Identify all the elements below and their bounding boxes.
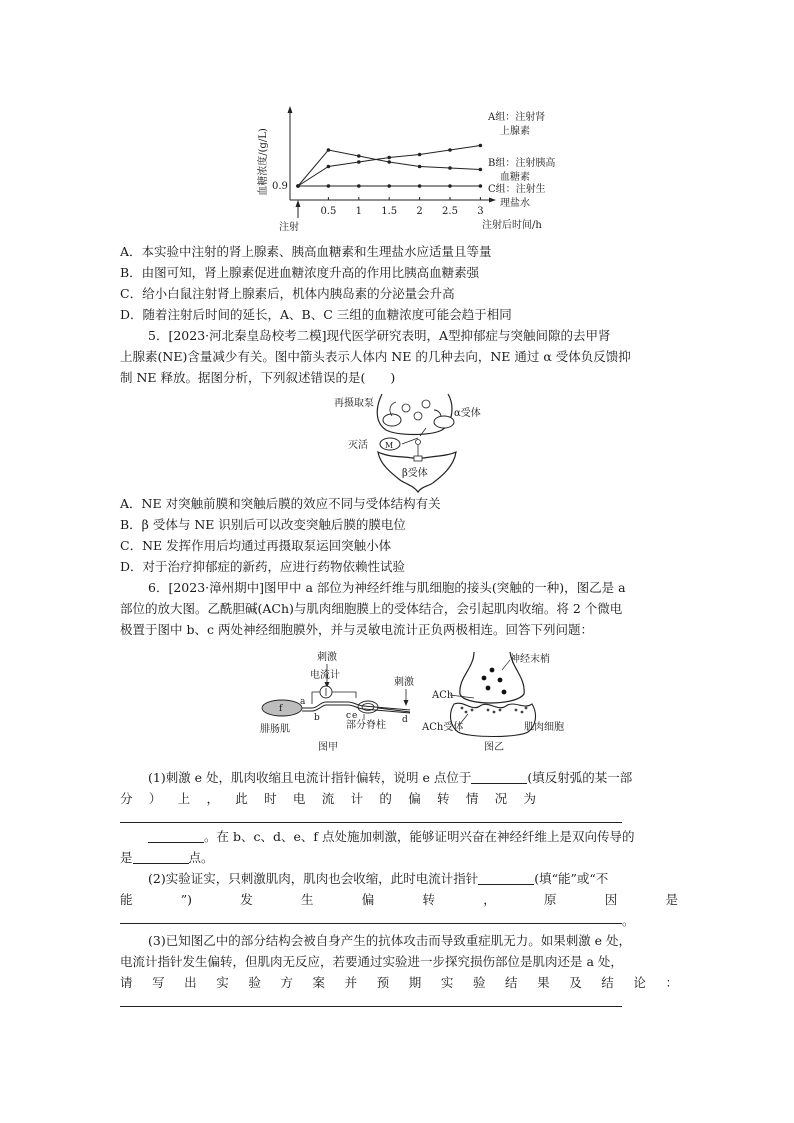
point-d-label: d	[402, 715, 408, 725]
series-b-point	[479, 168, 483, 172]
point-a-label: a	[300, 697, 306, 707]
answer-blank-4[interactable]	[478, 871, 534, 885]
q6-p3-text-c: 请写出实验方案并预期实验结果及结论：	[120, 975, 678, 990]
y-tick-0.9: 0.9	[272, 181, 288, 192]
series-a-point	[418, 153, 422, 157]
q5-option-a: A．NE 对突触前膜和突触后膜的效应不同与受体结构有关	[120, 496, 441, 511]
y-axis-label: 血糖浓度/(g/L)	[258, 128, 269, 196]
x-tick-label: 3	[477, 206, 484, 217]
q6-p1-text-a: (1)刺激 e 处，肌肉收缩且电流计指针偏转，说明 e 点位于	[148, 770, 472, 785]
figure-jia	[252, 648, 427, 752]
enzyme-m-label: M	[385, 441, 394, 450]
series-c-point	[448, 184, 452, 188]
series-b-point	[357, 154, 361, 158]
q6-p2-text-b: (填“能”或“不	[534, 871, 609, 886]
q6-p1-text-b: (填反射弧的某一部	[527, 770, 633, 785]
q4-option-c: C．给小白鼠注射肾上腺素后，机体内胰岛素的分泌量会升高	[120, 286, 455, 301]
answer-blank-2[interactable]	[148, 829, 204, 843]
q4-option-a: A．本实验中注射的肾上腺素、胰高血糖素和生理盐水应适量且等量	[120, 244, 492, 259]
answer-blank-3[interactable]	[133, 850, 189, 864]
series-c-label-1: C组：注射生	[488, 184, 546, 195]
q4-option-d: D．随着注射后时间的延长，A、B、C 三组的血糖浓度可能会趋于相同	[120, 307, 512, 322]
figure-yi-caption: 图乙	[484, 742, 504, 753]
series-b-point	[327, 148, 331, 152]
q6-p1-text-e: 是	[120, 850, 133, 865]
q6-p2-text-c: 能”)发生偏转，原因是	[120, 892, 678, 907]
gastrocnemius-label: 腓肠肌	[260, 724, 290, 735]
x-axis-label: 注射后时间/h	[482, 220, 542, 231]
alpha-receptor-label: α受体	[454, 408, 481, 419]
series-c-point	[387, 184, 391, 188]
muscle-cell-label: 肌肉细胞	[524, 722, 564, 733]
galvanometer-label: 电流计	[310, 670, 340, 681]
stimulus-label-2: 刺激	[394, 677, 414, 688]
x-tick-label: 0.5	[320, 206, 337, 217]
series-a-point	[357, 160, 361, 164]
point-b-label: b	[314, 713, 320, 723]
q6-p2-text-d: 。	[622, 913, 635, 928]
q5-stem-3: 制 NE 释放。据图分析，下列叙述错误的是( )	[120, 370, 396, 385]
q6-p1-text-d: 。在 b、c、d、e、f 点处施加刺激，能够证明兴奋在神经纤维上是双向传导的	[204, 829, 635, 844]
series-b-point	[448, 166, 452, 170]
q5-option-c: C．NE 发挥作用后均通过再摄取泵运回突触小体	[120, 538, 392, 553]
series-b-label-2: 血糖素	[500, 172, 530, 183]
answer-line-1[interactable]	[120, 822, 622, 823]
q6-stem-2: 部位的放大图。乙酰胆碱(ACh)与肌肉细胞膜上的受体结合，会引起肌肉收缩。将 2 个微电	[120, 601, 623, 616]
ach-receptor-label: ACh受体	[422, 722, 464, 733]
synapse-ne-diagram	[330, 392, 500, 494]
series-a-line	[298, 146, 480, 187]
q6-p1-text-c: 分）上，此时电流计的偏转情况为	[120, 791, 536, 806]
q6-p3-text-b: 电流计指针发生偏转，但肌肉无反应，若要通过实验进一步探究损伤部位是肌肉还是 a 处，	[120, 954, 623, 969]
q6-p3-text-a: (3)已知图乙中的部分结构会被自身产生的抗体攻击而导致重症肌无力。如果刺激 e 处，	[148, 933, 632, 948]
series-c-point	[296, 184, 300, 188]
reuptake-pump-label: 再摄取泵	[334, 398, 374, 409]
series-b-point	[418, 165, 422, 169]
blood-glucose-chart	[250, 100, 600, 240]
figure-yi	[422, 648, 578, 753]
ach-label: ACh	[432, 690, 454, 701]
series-c-point	[479, 184, 483, 188]
q5-option-d: D．对于治疗抑郁症的新药，应进行药物依赖性试验	[120, 559, 406, 574]
q6-stem-1: 6．[2023·漳州期中]图甲中 a 部位为神经纤维与肌细胞的接头(突触的一种)，图乙是 a	[148, 580, 626, 595]
point-c-label: c	[346, 711, 352, 721]
x-start-label: 注射	[279, 222, 299, 233]
series-b-point	[387, 160, 391, 164]
q6-p2-text-a: (2)实验证实，只刺激肌肉，肌肉也会收缩，此时电流计指针	[148, 871, 479, 886]
q6-stem-3: 极置于图中 b、c 两处神经细胞膜外，并与灵敏电流计正负两极相连。回答下列问题：	[120, 622, 593, 637]
answer-line-2[interactable]	[120, 923, 622, 924]
point-e-label: e	[352, 711, 358, 721]
q5-stem-1: 5．[2023·河北秦皇岛校考二模]现代医学研究表明，A型抑郁症与突触间隙的去甲肾	[148, 328, 611, 343]
q6-p1-text-f: 点。	[188, 850, 214, 865]
series-c-label-2: 理盐水	[500, 198, 530, 209]
series-c-point	[418, 184, 422, 188]
series-a-label-1: A组：注射肾	[488, 112, 546, 123]
point-f-label: f	[279, 704, 283, 714]
nerve-ending-label: 神经末梢	[510, 654, 550, 665]
series-b-label-1: B组：注射胰高	[488, 158, 556, 169]
inactivate-label: 灭活	[348, 440, 368, 451]
series-a-point	[448, 148, 452, 152]
series-a-label-2: 上腺素	[500, 126, 530, 137]
stimulus-label-1: 刺激	[317, 652, 337, 663]
series-a-point	[327, 165, 331, 169]
x-tick-label: 1.5	[381, 206, 398, 217]
beta-receptor-label: β受体	[402, 468, 428, 479]
answer-blank-1[interactable]	[471, 770, 527, 784]
q5-option-b: B．β 受体与 NE 识别后可以改变突触后膜的膜电位	[120, 517, 406, 532]
spinal-cord-label: 部分脊柱	[346, 720, 386, 731]
figure-jia-caption: 图甲	[318, 742, 338, 753]
series-a-point	[387, 156, 391, 160]
q4-option-b: B．由图可知，肾上腺素促进血糖浓度升高的作用比胰高血糖素强	[120, 265, 480, 280]
x-tick-label: 2.5	[442, 206, 458, 217]
answer-line-3[interactable]	[120, 1006, 622, 1007]
x-tick-label: 1	[355, 206, 362, 217]
series-c-point	[357, 184, 361, 188]
series-c-point	[327, 184, 331, 188]
series-a-point	[479, 144, 483, 148]
q5-stem-2: 上腺素(NE)含量减少有关。图中箭头表示人体内 NE 的几种去向，NE 通过 α 受体负反馈抑	[120, 349, 631, 364]
x-tick-label: 2	[416, 206, 423, 217]
